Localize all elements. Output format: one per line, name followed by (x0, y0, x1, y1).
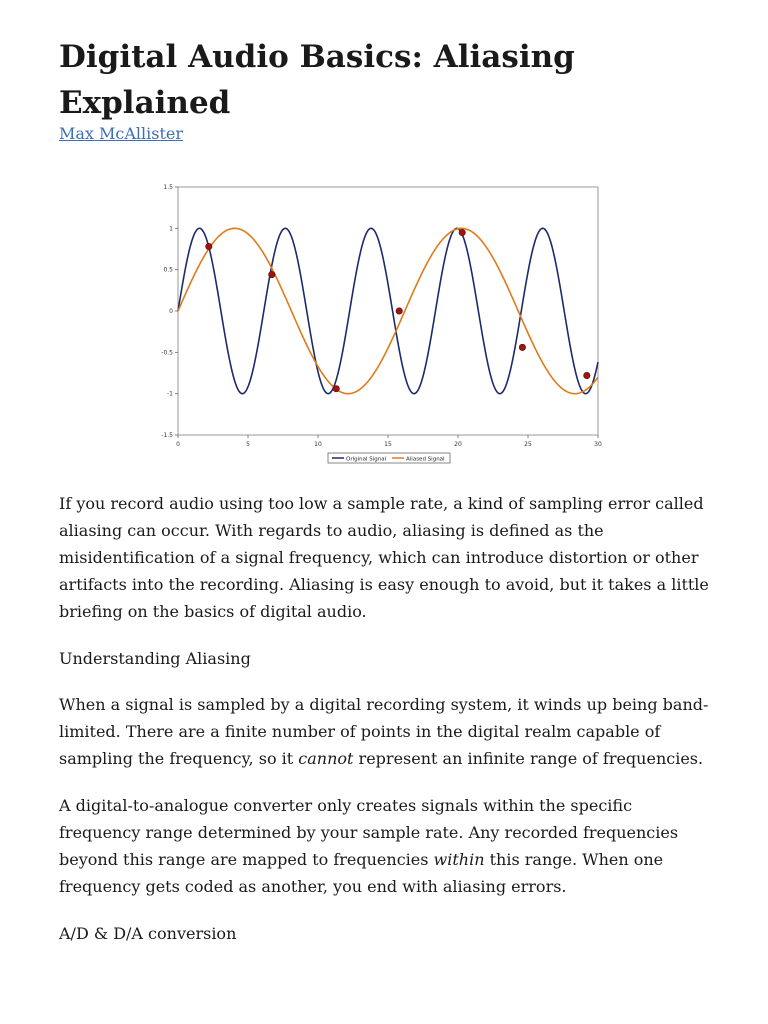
x-tick-label: 25 (524, 441, 532, 448)
y-tick-label: 0 (169, 308, 173, 315)
x-tick-label: 0 (176, 441, 180, 448)
x-tick-label: 10 (314, 441, 322, 448)
heading-ad-da-conversion: A/D & D/A conversion (59, 924, 237, 943)
x-tick-label: 20 (454, 441, 462, 448)
y-tick-label: 0.5 (163, 266, 173, 274)
band-limited-paragraph (59, 691, 709, 772)
section-heading-conversion (59, 920, 709, 947)
article-title: Digital Audio Basics: Aliasing Explained (59, 39, 575, 121)
aliasing-chart (159, 176, 719, 472)
sample-point (269, 271, 275, 277)
paragraph-3-text-b: this range. When one frequency gets coded as another, you end with aliasing errors. (59, 850, 664, 896)
plot-area (178, 187, 598, 435)
sample-point (396, 308, 402, 314)
paragraph-2-text-b: represent an infinite range of frequencies. (353, 749, 704, 768)
sample-point (519, 344, 525, 350)
y-tick-label: -1 (167, 390, 173, 398)
paragraph-1: If you record audio using too low a sample rate, a kind of sampling error called aliasing can occur. With regards to audio, aliasing is defined as the misidentification of a signal frequency, which can introduce distortion or other artifacts into the recording. Aliasing is easy enough to avoid, but it takes a little briefing on the basics of digital audio. (59, 494, 709, 621)
paragraph-2 (59, 691, 709, 772)
paragraph-3 (59, 792, 709, 900)
paragraph-2-text-a: When a signal is sampled by a digital recording system, it winds up being band-limited. There are a finite number of points in the digital realm capable of sampling the frequency, so it (59, 695, 709, 768)
y-tick-label: -0.5 (161, 349, 173, 357)
x-tick-label: 30 (594, 441, 602, 448)
converter-paragraph (59, 792, 709, 900)
y-tick-label: 1.5 (163, 184, 173, 191)
y-tick-label: -1.5 (161, 432, 173, 439)
author-link[interactable]: Max McAllister (59, 124, 184, 143)
intro-paragraph (59, 490, 709, 625)
aliasing-chart-figure (159, 176, 719, 472)
sample-point (206, 243, 212, 249)
x-tick-label: 15 (384, 441, 392, 448)
legend-label: Aliased Signal (406, 456, 445, 463)
section-heading-understanding (59, 645, 709, 672)
sample-point (584, 372, 590, 378)
sample-point (459, 229, 465, 235)
sample-point (333, 386, 339, 392)
x-tick-label: 5 (246, 441, 250, 448)
legend-label: Original Signal (346, 456, 387, 463)
paragraph-3-emphasis: within (433, 850, 485, 869)
paragraph-3-text-a: A digital-to-analogue converter only creates signals within the specific frequency range determined by your sample rate. Any recorded frequencies beyond this range are mapped to frequencies (59, 796, 679, 869)
heading-understanding-aliasing: Understanding Aliasing (59, 649, 251, 668)
y-tick-label: 1 (169, 225, 173, 233)
paragraph-2-emphasis: cannot (298, 749, 354, 768)
